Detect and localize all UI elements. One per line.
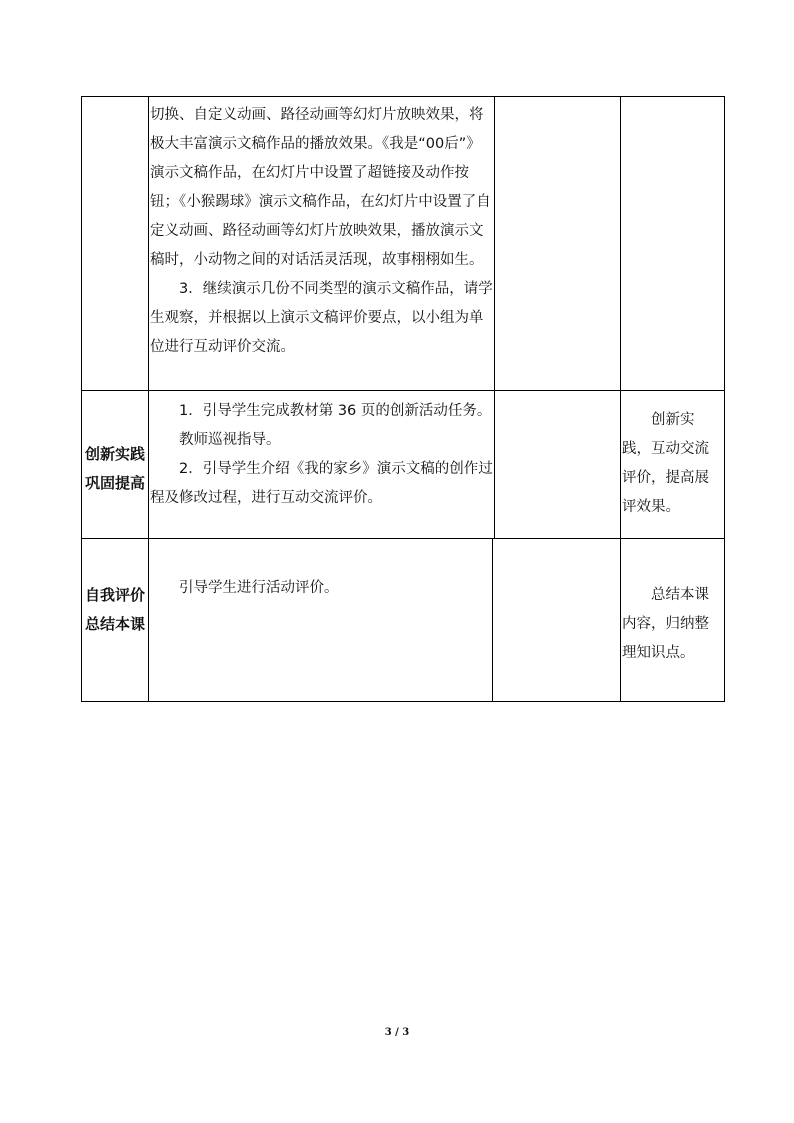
- row1-paragraph-2: 3．继续演示几份不同类型的演示文稿作品，请学生观察，并根据以上演示文稿评价要点，以小组为单位进行互动评价交流。: [150, 281, 493, 355]
- row3-label-line1: 自我评价: [84, 586, 145, 604]
- row2-paragraph-2: 教师巡视指导。: [179, 432, 281, 448]
- row-divider-2: [81, 538, 725, 539]
- row1-content-cell: [150, 101, 494, 362]
- row3-design-cell: [622, 581, 722, 668]
- row2-label-line2: 巩固提高: [84, 474, 145, 492]
- table-border-top: [81, 96, 725, 97]
- table-border-right: [724, 96, 725, 702]
- row2-design-cell: [622, 406, 722, 522]
- row3-paragraph-1: 引导学生进行活动评价。: [179, 580, 339, 596]
- row1-paragraph-1: 切换、自定义动画、路径动画等幻灯片放映效果，将极大丰富演示文稿作品的播放效果。《我是“00后”》演示文稿作品，在幻灯片中设置了超链接及动作按钮；《小猴踢球》演示文稿作品，在幻灯片中设置了自定义动画、路径动画等幻灯片放映效果，播放演示文稿时，小动物之间的对话活灵活现，故事栩栩如生。: [150, 107, 491, 268]
- row2-content-cell: [150, 397, 494, 513]
- row3-content-cell: [150, 574, 490, 603]
- col-divider-3: [620, 96, 621, 702]
- row2-paragraph-1: 1．引导学生完成教材第 36 页的创新活动任务。: [179, 403, 492, 419]
- col-divider-2-lower: [492, 538, 493, 702]
- table-border-bottom: [81, 701, 725, 702]
- row2-paragraph-3: 2．引导学生介绍《我的家乡》演示文稿的创作过程及修改过程，进行互动交流评价。: [150, 461, 493, 506]
- row3-design-text: 总结本课内容，归纳整理知识点。: [622, 587, 709, 661]
- row3-label-cell: [81, 581, 149, 639]
- row2-label-cell: [81, 440, 149, 498]
- row-divider-1: [81, 390, 725, 391]
- row2-label-line1: 创新实践: [84, 445, 145, 463]
- page-number: 3 / 3: [384, 1027, 410, 1038]
- col-divider-2-upper: [494, 96, 495, 539]
- row2-design-text: 创新实践，互动交流评价，提高展评效果。: [622, 412, 709, 515]
- row3-label-line2: 总结本课: [84, 615, 145, 633]
